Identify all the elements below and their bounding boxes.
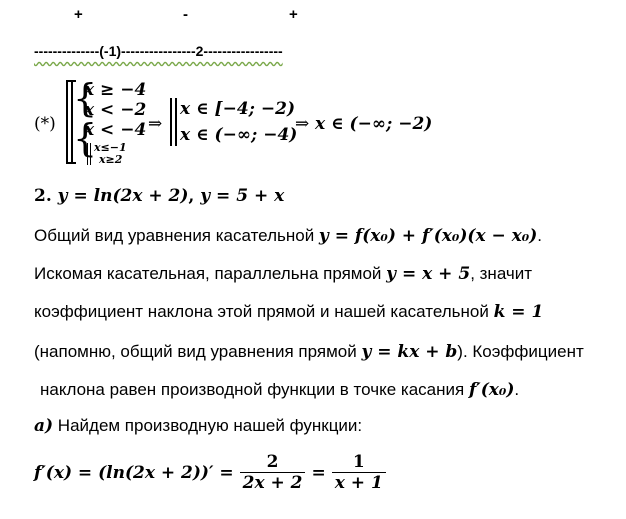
paragraph-5 xyxy=(40,380,519,400)
line-equation: y = 5 + x xyxy=(200,186,285,206)
paragraph-2 xyxy=(34,264,532,284)
problem-number: 2. xyxy=(34,186,52,206)
result-2: x ∈ (−∞; −4) xyxy=(180,125,298,145)
para1-formula: y = f(x₀) + f′(x₀)(x − x₀) xyxy=(318,226,538,246)
system-label: (*) xyxy=(34,114,56,134)
para5-end: . xyxy=(514,380,520,399)
fraction-1-denominator: 2x + 2 xyxy=(240,472,306,493)
cond-1: x ≥ −4 xyxy=(84,80,147,100)
result-1: x ∈ [−4; −2) xyxy=(180,99,295,119)
inner-bracket-1 xyxy=(87,143,88,165)
problem-2-line xyxy=(34,186,284,206)
para4-text: (напомню, общий вид уравнения прямой xyxy=(34,342,357,361)
mid-bracket-2 xyxy=(175,98,177,146)
separator: , xyxy=(188,186,195,206)
equals-sign: = xyxy=(311,462,326,483)
para5-formula: f′(x₀) xyxy=(468,380,515,400)
para1-text: Общий вид уравнения касательной xyxy=(34,226,315,245)
para2-formula: y = x + 5 xyxy=(386,264,471,284)
para5-text: наклона равен производной функции в точке касания xyxy=(40,380,465,399)
sign-plus-right: + xyxy=(289,6,298,23)
outer-bracket-line-1 xyxy=(66,80,68,164)
paragraph-1 xyxy=(34,226,542,246)
para4-formula: y = kx + b xyxy=(361,342,458,362)
derivative-line xyxy=(34,452,386,493)
sign-minus: - xyxy=(183,6,188,23)
para4-end: ). Коэффициент xyxy=(457,342,584,361)
paragraph-6 xyxy=(34,416,362,436)
implies-arrow-2: ⇒ xyxy=(295,114,310,134)
implies-arrow-1: ⇒ xyxy=(148,114,163,134)
cond-3: x < −4 xyxy=(84,120,147,140)
brace-1: { xyxy=(73,76,98,120)
cond-4b: x≥2 xyxy=(99,153,123,166)
para3-text: коэффициент наклона этой прямой и нашей касательной xyxy=(34,302,489,321)
para6-label: a) xyxy=(34,416,54,436)
fraction-1 xyxy=(240,452,306,493)
para2-end: , значит xyxy=(470,264,533,283)
para1-end: . xyxy=(537,226,543,245)
fraction-2-numerator: 1 xyxy=(352,452,365,472)
para2-text: Искомая касательная, параллельна прямой xyxy=(34,264,382,283)
cond-2: x < −2 xyxy=(84,100,147,120)
fraction-2-denominator: x + 1 xyxy=(332,472,386,493)
cond-4a: x≤−1 xyxy=(94,141,127,154)
brace-2: { xyxy=(73,116,98,160)
paragraph-4 xyxy=(34,342,584,362)
derivative-lhs: f′(x) = (ln(2x + 2))′ = xyxy=(34,462,234,483)
sign-plus-left: + xyxy=(74,6,83,23)
function-equation: y = ln(2x + 2) xyxy=(57,186,189,206)
para6-text: Найдем производную нашей функции: xyxy=(57,416,363,435)
fraction-1-numerator: 2 xyxy=(266,452,279,472)
number-line: --------------(-1)----------------2----------------- xyxy=(34,43,283,59)
inner-bracket-2 xyxy=(90,143,91,165)
fraction-2 xyxy=(332,452,386,493)
final-result: x ∈ (−∞; −2) xyxy=(315,114,433,134)
mid-bracket-1 xyxy=(170,98,172,146)
paragraph-3 xyxy=(34,302,543,322)
outer-bracket-bottom xyxy=(66,162,76,164)
para3-formula: k = 1 xyxy=(493,302,544,322)
